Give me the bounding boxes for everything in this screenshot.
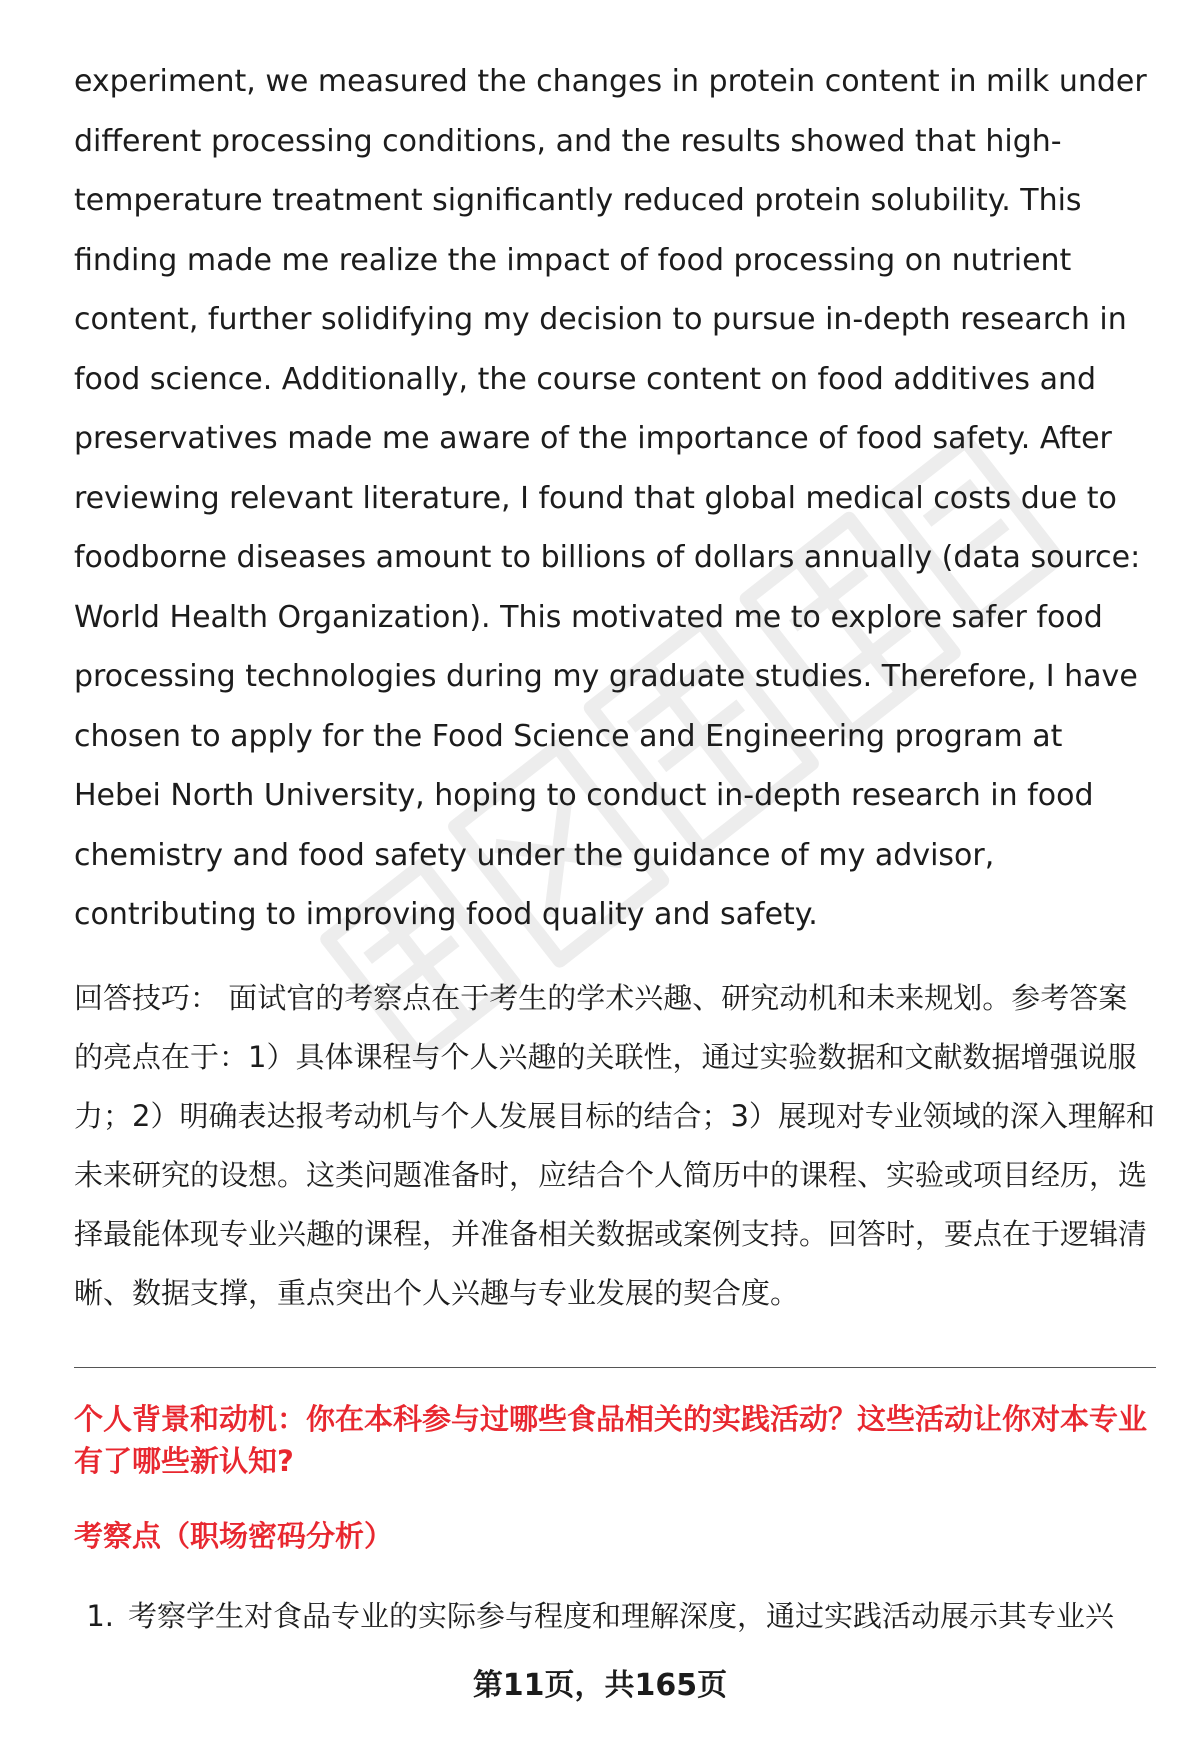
section-divider [74, 1367, 1156, 1368]
analysis-heading: 考察点（职场密码分析） [74, 1518, 394, 1553]
tips-label: 回答技巧： [74, 980, 220, 1015]
list-item-number: 1. [86, 1598, 114, 1633]
page-footer: 第11页，共165页 [472, 1668, 728, 1703]
list-item-text: 考察学生对食品专业的实际参与程度和理解深度，通过实践活动展示其专业兴 [128, 1598, 1115, 1633]
list-item [74, 1596, 1156, 1636]
answer-tips [74, 969, 1156, 1323]
main-content [74, 52, 1156, 1636]
question-heading: 个人背景和动机：你在本科参与过哪些食品相关的实践活动？这些活动让你对本专业有了哪些新认知? [74, 1401, 1148, 1478]
analysis-list [74, 1596, 1156, 1636]
answer-paragraph: experiment, we measured the changes in protein content in milk under different processing conditions, and the results showed that high-temperature treatment significantly reduced protein solubility. This finding made me realize the impact of food processing on nutrient content, further solidifying my decision to pursue in-depth research in food science. Additionally, the course content on food additives and preservatives made me aware of the importance of food safety. After reviewing relevant literature, I found that global medical costs due to foodborne diseases amount to billions of dollars annually (data source: World Health Organization). This motivated me to explore safer food processing technologies during my graduate studies. Therefore, I have chosen to apply for the Food Science and Engineering program at Hebei North University, hoping to conduct in-depth research in food chemistry and food safety under the guidance of my advisor, contributing to improving food quality and safety. [74, 64, 1147, 932]
tips-text: 面试官的考察点在于考生的学术兴趣、研究动机和未来规划。参考答案的亮点在于：1）具体课程与个人兴趣的关联性，通过实验数据和文献数据增强说服力；2）明确表达报考动机与个人发展目标的结合；3）展现对专业领域的深入理解和未来研究的设想。这类问题准备时，应结合个人简历中的课程、实验或项目经历，选择最能体现专业兴趣的课程，并准备相关数据或案例支持。回答时，要点在于逻辑清晰、数据支撑，重点突出个人兴趣与专业发展的契合度。 [74, 980, 1155, 1310]
